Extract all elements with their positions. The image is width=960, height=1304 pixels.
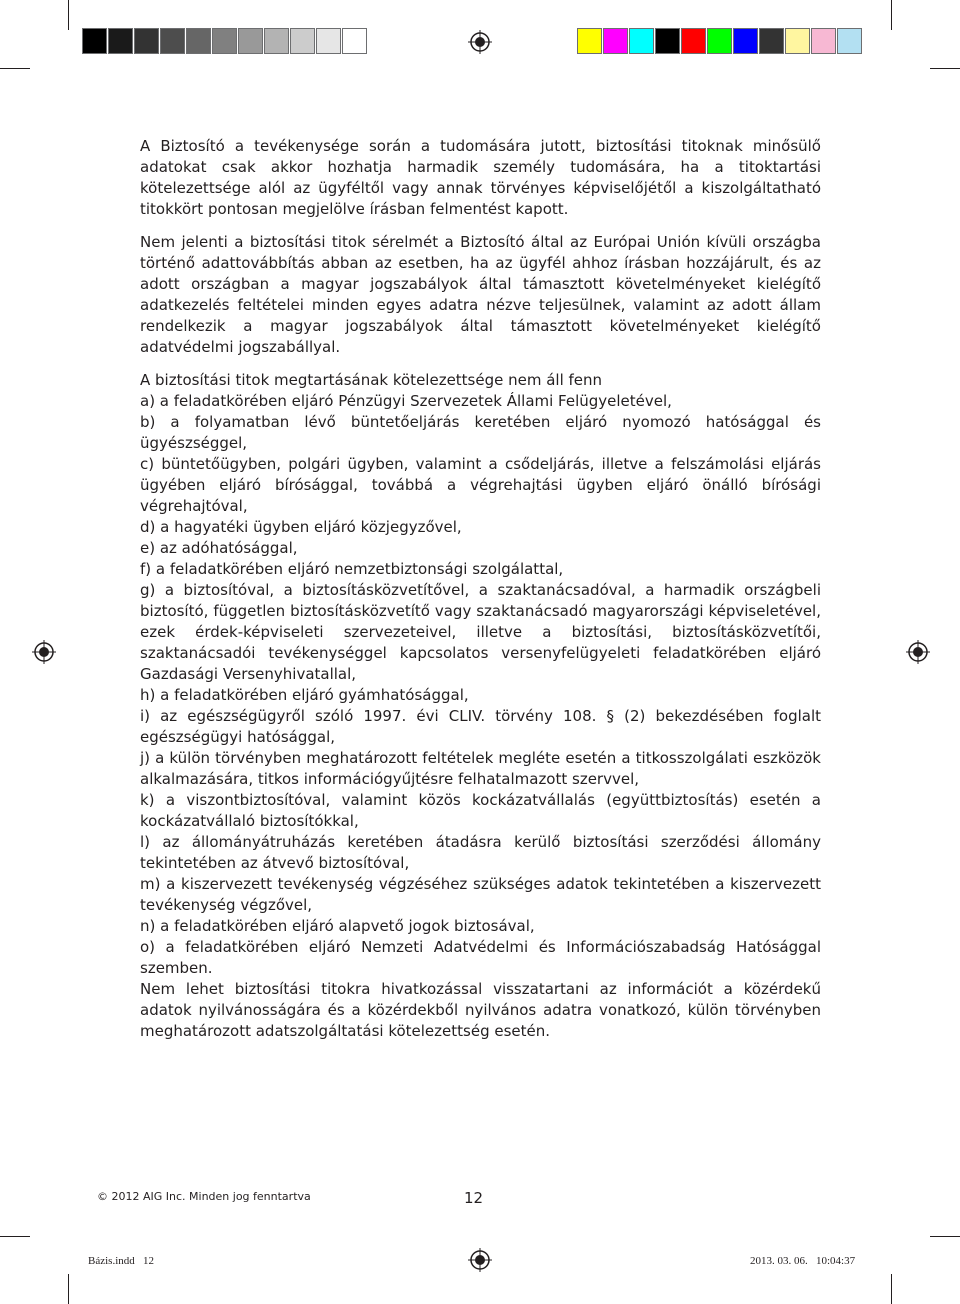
list-item: i) az egészségügyről szóló 1997. évi CLIV. törvény 108. § (2) bekezdésében foglalt egészségügyi hatósággal, bbox=[140, 707, 821, 746]
list-item: a) a feladatkörében eljáró Pénzügyi Szervezetek Állami Felügyeletével, bbox=[140, 392, 672, 410]
color-swatch bbox=[785, 28, 810, 54]
crop-mark-top-right-h bbox=[930, 68, 960, 69]
color-swatch bbox=[629, 28, 654, 54]
list-item: f) a feladatkörében eljáró nemzetbiztonsági szolgálattal, bbox=[140, 560, 564, 578]
paragraph-data-transfer: Nem jelenti a biztosítási titok sérelmét a Biztosító által az Európai Unión kívüli országba történő adattovábbítás abban az esetben, ha az ügyfél ahhoz írásban hozzájárult, és az adott országban a magyar jogszabályok által támasztott követelményeket kielégítő adatkezelés feltételei minden egyes adatra nézve teljesülnek, valamint az adott állam rendelkezik a magyar jogszabályok által támasztott követelményeket kielégítő adatvédelmi jogszabállyal. bbox=[140, 233, 821, 356]
list-item: b) a folyamatban lévő büntetőeljárás keretében eljáró nyomozó hatósággal és ügyészséggel, bbox=[140, 413, 821, 452]
slug-timestamp: 2013. 03. 06. 10:04:37 bbox=[750, 1255, 856, 1267]
color-swatch bbox=[342, 28, 367, 54]
color-swatch bbox=[160, 28, 185, 54]
crop-mark-bottom-left-v bbox=[68, 1274, 69, 1304]
color-swatch bbox=[655, 28, 680, 54]
closing-paragraph: Nem lehet biztosítási titokra hivatkozással visszatartani az információt a közérdekű adatok nyilvánosságára és a közérdekből nyilvános adatra vonatkozó, külön törvényben meghatározott adatszolgáltatási kötelezettség esetén. bbox=[140, 980, 821, 1040]
list-intro: A biztosítási titok megtartásának kötelezettsége nem áll fenn bbox=[140, 371, 603, 389]
crop-mark-bottom-right-v bbox=[891, 1274, 892, 1304]
color-swatch bbox=[603, 28, 628, 54]
color-swatch bbox=[290, 28, 315, 54]
list-item: m) a kiszervezett tevékenység végzéséhez szükséges adatok tekintetében a kiszervezett tevékenység végzővel, bbox=[140, 875, 821, 914]
list-item: g) a biztosítóval, a biztosításközvetítővel, a szaktanácsadóval, a harmadik országbeli biztosító, független biztosításközvetítő vagy szaktanácsadó magyarországi képviseletével, ezek érdek-képviseleti szervezeteivel, illetve a biztosítási, biztosításközvetítői, szaktanácsadói tevékenységgel kapcsolatos versenyfelügyeleti feladatkörében eljáró Gazdasági Versenyhivatallal, bbox=[140, 581, 821, 683]
color-swatch bbox=[811, 28, 836, 54]
crop-mark-top-right-v bbox=[891, 0, 892, 30]
crop-mark-bottom-right-h bbox=[930, 1236, 960, 1237]
color-swatch bbox=[108, 28, 133, 54]
list-item: d) a hagyatéki ügyben eljáró közjegyzővel, bbox=[140, 518, 462, 536]
paragraph-confidentiality: A Biztosító a tevékenysége során a tudomására jutott, biztosítási titoknak minősülő adatokat csak akkor hozhatja harmadik személy tudomására, ha a titoktartási kötelezettsége alól az ügyféltől vagy annak törvényes képviselőjétől a kiszolgáltatható titokkört pontosan megjelölve írásban felmentést kapott. bbox=[140, 137, 821, 218]
color-swatch bbox=[186, 28, 211, 54]
list-item: e) az adóhatósággal, bbox=[140, 539, 298, 557]
list-item: n) a feladatkörében eljáró alapvető jogok biztosával, bbox=[140, 917, 535, 935]
color-swatch bbox=[577, 28, 602, 54]
color-swatch bbox=[212, 28, 237, 54]
color-swatch bbox=[681, 28, 706, 54]
list-item: h) a feladatkörében eljáró gyámhatósággal, bbox=[140, 686, 469, 704]
registration-mark-icon bbox=[468, 30, 492, 54]
list-item: l) az állományátruházás keretében átadásra kerülő biztosítási szerződési állomány tekintetében az átvevő biztosítóval, bbox=[140, 833, 821, 872]
registration-mark-icon bbox=[468, 1248, 492, 1272]
registration-mark-icon bbox=[906, 640, 930, 664]
exceptions-list bbox=[140, 370, 821, 1042]
document-body bbox=[140, 136, 821, 1042]
copyright-notice: © 2012 AIG Inc. Minden jog fenntartva bbox=[97, 1190, 311, 1203]
slug-filename: Bázis.indd 12 bbox=[88, 1255, 154, 1267]
color-swatch bbox=[82, 28, 107, 54]
color-swatch bbox=[707, 28, 732, 54]
list-item: c) büntetőügyben, polgári ügyben, valamint a csődeljárás, illetve a felszámolási eljárás ügyében eljáró bírósággal, továbbá a végrehajtási ügyben eljáró önálló bírósági végrehajtóval, bbox=[140, 455, 821, 515]
registration-mark-icon bbox=[32, 640, 56, 664]
color-swatch bbox=[238, 28, 263, 54]
list-item: o) a feladatkörében eljáró Nemzeti Adatvédelmi és Információszabadság Hatósággal szemben. bbox=[140, 938, 821, 977]
color-swatch bbox=[316, 28, 341, 54]
color-bar bbox=[577, 28, 863, 56]
crop-mark-bottom-left-h bbox=[0, 1236, 30, 1237]
color-swatch bbox=[733, 28, 758, 54]
color-swatch bbox=[134, 28, 159, 54]
grayscale-bar bbox=[82, 28, 368, 56]
color-swatch bbox=[759, 28, 784, 54]
color-swatch bbox=[837, 28, 862, 54]
color-swatch bbox=[264, 28, 289, 54]
crop-mark-top-left-v bbox=[68, 0, 69, 30]
page-number: 12 bbox=[464, 1189, 484, 1207]
list-item: k) a viszontbiztosítóval, valamint közös kockázatvállalás (együttbiztosítás) esetén a kockázatvállaló biztosítókkal, bbox=[140, 791, 821, 830]
list-item: j) a külön törvényben meghatározott feltételek megléte esetén a titkosszolgálati eszközök alkalmazására, titkos információgyűjtésre felhatalmazott szervvel, bbox=[140, 749, 821, 788]
crop-mark-top-left-h bbox=[0, 68, 30, 69]
